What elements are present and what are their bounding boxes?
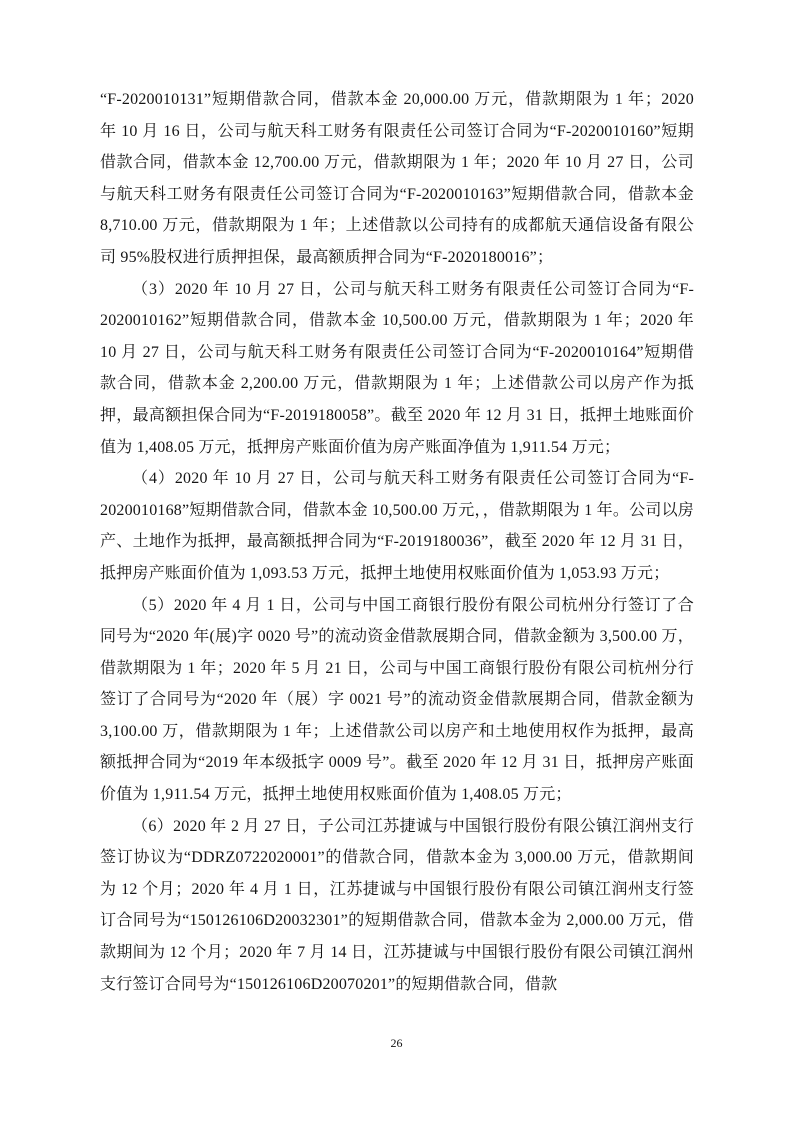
paragraph-item-4: （4）2020 年 10 月 27 日，公司与航天科工财务有限责任公司签订合同为“F-2020010168”短期借款合同，借款本金 10,500.00 万元，，借款期限为 1 年。公司以房产、土地作为抵押，最高额抵押合同为“F-2019180036”，截至 2020 年 12 月 31 日，抵押房产账面价值为 1,093.53 万元，抵押土地使用权账面价值为 1,053.93 万元；: [100, 470, 694, 582]
paragraph-continuation: “F-2020010131”短期借款合同，借款本金 20,000.00 万元，借款期限为 1 年；2020 年 10 月 16 日，公司与航天科工财务有限责任公司签订合同为“F-2020010160”短期借款合同，借款本金 12,700.00 万元，借款期限为 1 年；2020 年 10 月 27 日，公司与航天科工财务有限责任公司签订合同为“F-2020010163”短期借款合同，借款本金 8,710.00 万元，借款期限为 1 年；上述借款以公司持有的成都航天通信设备有限公司 95%股权进行质押担保，最高额质押合同为“F-2020180016”；: [100, 91, 694, 266]
paragraph-item-6: （6）2020 年 2 月 27 日，子公司江苏捷诚与中国银行股份有限公镇江润州支行签订协议为“DDRZ0722020001”的借款合同，借款本金为 3,000.00 万元，借款期间为 12 个月；2020 年 4 月 1 日，江苏捷诚与中国银行股份有限公司镇江润州支行签订合同号为“150126106D20032301”的短期借款合同，借款本金为 2,000.00 万元，借款期间为 12 个月；2020 年 7 月 14 日，江苏捷诚与中国银行股份有限公司镇江润州支行签订合同号为“150126106D20070201”的短期借款合同，借款: [100, 817, 694, 993]
text-body: [100, 84, 694, 1000]
paragraph-item-5: （5）2020 年 4 月 1 日，公司与中国工商银行股份有限公司杭州分行签订了合同号为“2020 年(展)字 0020 号”的流动资金借款展期合同，借款金额为 3,500.00 万，借款期限为 1 年；2020 年 5 月 21 日，公司与中国工商银行股份有限公司杭州分行签订了合同号为“2020 年（展）字 0021 号”的流动资金借款展期合同，借款金额为 3,100.00 万，借款期限为 1 年；上述借款公司以房产和土地使用权作为抵押，最高额抵押合同为“2019 年本级抵字 0009 号”。截至 2020 年 12 月 31 日，抵押房产账面价值为 1,911.54 万元，抵押土地使用权账面价值为 1,408.05 万元；: [100, 596, 694, 804]
paragraph-item-3: （3）2020 年 10 月 27 日，公司与航天科工财务有限责任公司签订合同为“F-2020010162”短期借款合同，借款本金 10,500.00 万元，借款期限为 1 年；2020 年 10 月 27 日，公司与航天科工财务有限责任公司签订合同为“F-2020010164”短期借款合同，借款本金 2,200.00 万元，借款期限为 1 年；上述借款公司以房产作为抵押，最高额担保合同为“F-2019180058”。截至 2020 年 12 月 31 日，抵押土地账面价值为 1,408.05 万元，抵押房产账面价值为房产账面净值为 1,911.54 万元；: [100, 280, 694, 456]
page-number: 26: [390, 1036, 403, 1050]
